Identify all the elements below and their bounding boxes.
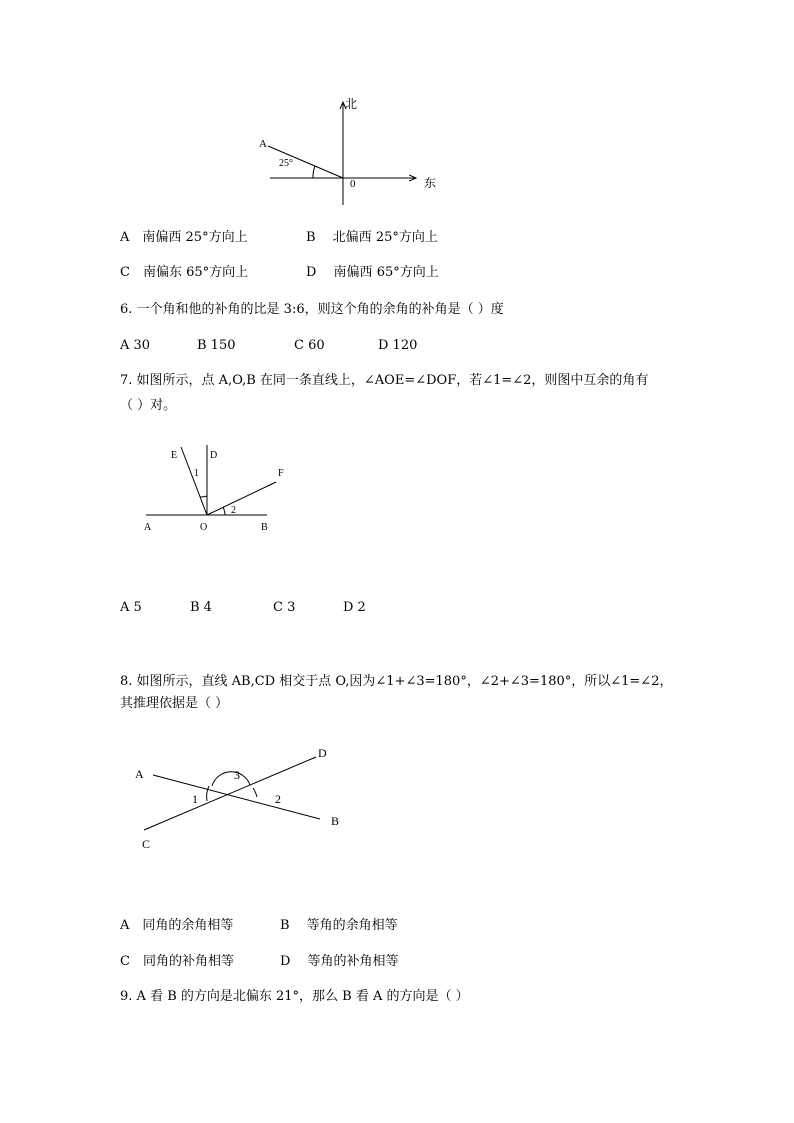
q5-option-d: D 南偏西 65°方向上 — [306, 265, 439, 280]
label-angle-2: 2 — [275, 792, 281, 806]
label-angle-1: 1 — [194, 468, 199, 479]
angle-arc-1 — [207, 786, 209, 801]
q8-option-b: B 等角的余角相等 — [280, 918, 398, 933]
q6-option-b: B 150 — [197, 338, 236, 353]
label-north: 北 — [345, 97, 358, 111]
label-angle-2: 2 — [231, 505, 236, 516]
label-angle-25: 25° — [279, 158, 293, 169]
q8-option-c: C 同角的补角相等 — [120, 954, 234, 969]
q5-option-a: A 南偏西 25°方向上 — [120, 230, 248, 245]
label-b: B — [331, 814, 340, 828]
label-c: C — [142, 837, 151, 851]
label-angle-3: 3 — [234, 768, 240, 782]
q7-option-b: B 4 — [190, 600, 212, 615]
q6-option-c: C 60 — [294, 338, 325, 353]
q5-option-c: C 南偏东 65°方向上 — [120, 265, 249, 280]
q8-question-line1: 8. 如图所示，直线 AB,CD 相交于点 O,因为∠1+∠3=180°，∠2+∠3=180°，所以∠1=∠2， — [120, 674, 673, 689]
label-point-a: A — [259, 138, 267, 150]
label-origin: 0 — [350, 178, 356, 190]
label-a: A — [135, 767, 144, 781]
label-o: O — [200, 522, 208, 533]
q5-option-b: B 北偏西 25°方向上 — [306, 230, 438, 245]
angle-arc-3 — [212, 772, 250, 786]
q7-option-c: C 3 — [273, 600, 296, 615]
angle-arc-2 — [253, 788, 257, 797]
label-east: 东 — [424, 176, 437, 190]
q7-option-d: D 2 — [343, 600, 366, 615]
q7-question-line1: 7. 如图所示，点 A,O,B 在同一条直线上，∠AOE=∠DOF，若∠1=∠2，则图中互余的角有 — [120, 373, 649, 388]
q6-question: 6. 一个角和他的补角的比是 3:6，则这个角的余角的补角是（ ）度 — [120, 302, 504, 317]
label-d: D — [210, 450, 218, 461]
q7-option-a: A 5 — [120, 600, 142, 615]
q9-question: 9. A 看 B 的方向是北偏东 21°，那么 B 看 A 的方向是（ ） — [120, 989, 469, 1004]
label-e: E — [171, 450, 178, 461]
q7-question-line2: （ ）对。 — [120, 398, 177, 413]
q6-option-d: D 120 — [378, 338, 418, 353]
q6-option-a: A 30 — [120, 338, 151, 353]
q8-question-line2: 其推理依据是（ ） — [120, 696, 229, 711]
label-b: B — [261, 522, 268, 533]
label-f: F — [278, 468, 284, 479]
label-a: A — [144, 522, 152, 533]
q8-option-d: D 等角的补角相等 — [280, 954, 399, 969]
label-d: D — [318, 746, 327, 760]
q8-option-a: A 同角的余角相等 — [120, 918, 234, 933]
line-cd — [144, 757, 316, 830]
label-angle-1: 1 — [192, 792, 198, 806]
